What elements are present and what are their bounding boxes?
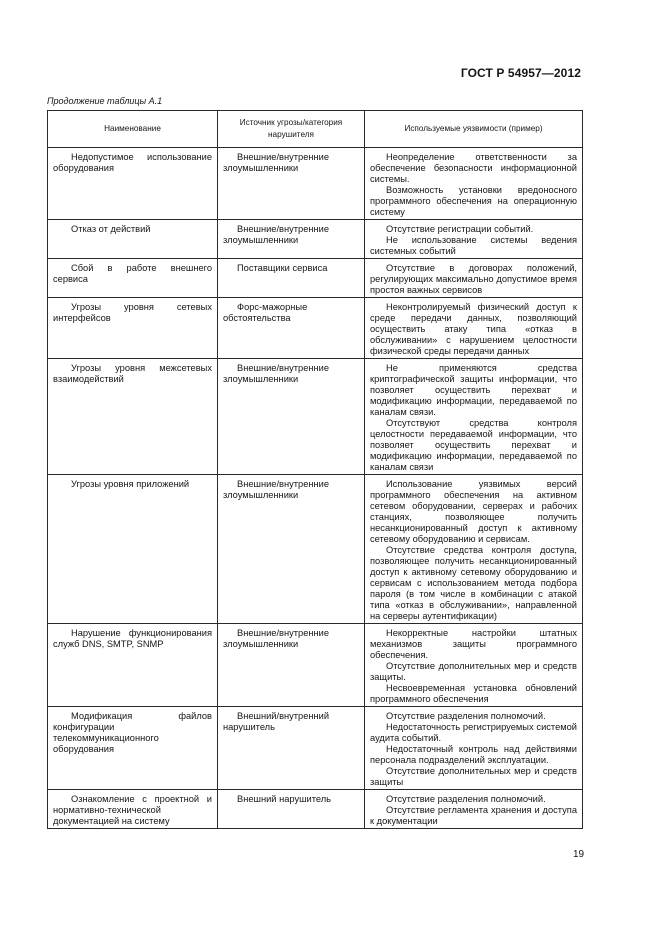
page-number: 19 <box>573 849 585 860</box>
threat-name: Угрозы уровня сетевых интерфейсов <box>53 302 212 323</box>
threat-name: Отказ от действий <box>71 224 151 234</box>
vulnerabilities-cell <box>365 790 583 829</box>
threat-source: Поставщики сервиса <box>237 263 328 273</box>
threat-name-cell <box>48 298 218 359</box>
vulnerability-item: Отсутствие разделения полномочий. <box>386 794 546 804</box>
standard-number: ГОСТ Р 54957—2012 <box>460 66 581 80</box>
threat-name: Недопустимое использование оборудования <box>53 152 212 173</box>
threat-source-cell <box>218 790 365 829</box>
column-header-vulnerabilities: Используемые уязвимости (пример) <box>365 111 583 148</box>
table-row <box>48 359 583 475</box>
vulnerabilities-cell <box>365 475 583 624</box>
threat-source-cell <box>218 148 365 220</box>
vulnerability-item: Не применяются средства криптографической защиты информации, что позволяет осуществить перехват и модификацию информации, передаваемой по каналам связи. <box>370 363 577 417</box>
threat-name-cell <box>48 707 218 790</box>
threats-table <box>47 110 583 829</box>
vulnerability-item: Возможность установки вредоносного программного обеспечения на операционную систему <box>370 185 577 217</box>
column-header-name: Наименование <box>48 111 218 148</box>
threat-source-cell <box>218 475 365 624</box>
threat-name: Сбой в работе внешнего сервиса <box>53 263 212 284</box>
vulnerability-item: Недостаточность регистрируемых системой аудита событий. <box>370 722 577 743</box>
table-row <box>48 707 583 790</box>
threat-name: Нарушение функционирования служб DNS, SMTP, SNMP <box>53 628 212 649</box>
vulnerability-item: Несвоевременная установка обновлений программного обеспечения <box>370 683 577 704</box>
threat-source-cell <box>218 220 365 259</box>
vulnerability-item: Использование уязвимых версий программного обеспечения на активном сетевом оборудовании, серверах и рабочих станциях, позволяющее получить несанкционированный доступ к активному сетевому оборудованию и сервисам. <box>370 479 577 544</box>
table-row <box>48 624 583 707</box>
threat-source-cell <box>218 624 365 707</box>
vulnerabilities-cell <box>365 359 583 475</box>
vulnerability-item: Отсутствие регистрации событий. <box>386 224 534 234</box>
threat-source-cell <box>218 259 365 298</box>
threat-source-cell <box>218 298 365 359</box>
threat-name: Модификация файлов конфигурации телекоммуникационного оборудования <box>53 711 212 754</box>
threat-name-cell <box>48 259 218 298</box>
vulnerability-item: Отсутствие дополнительных мер и средств защиты. <box>370 661 577 682</box>
threat-name: Угрозы уровня межсетевых взаимодействий <box>53 363 212 384</box>
vulnerabilities-cell <box>365 148 583 220</box>
threat-source: Внешние/внутренние злоумышленники <box>223 152 329 173</box>
threat-name: Ознакомление с проектной и нормативно-технической документацией на систему <box>53 794 212 826</box>
threat-name-cell <box>48 790 218 829</box>
vulnerability-item: Отсутствие регламента хранения и доступа к документации <box>370 805 577 826</box>
threat-name-cell <box>48 220 218 259</box>
table-row <box>48 298 583 359</box>
vulnerability-item: Отсутствие разделения полномочий. <box>386 711 546 721</box>
vulnerabilities-cell <box>365 220 583 259</box>
threat-name: Угрозы уровня приложений <box>71 479 190 489</box>
threat-source: Внешний нарушитель <box>237 794 332 804</box>
table-row <box>48 475 583 624</box>
vulnerabilities-cell <box>365 707 583 790</box>
vulnerability-item: Неконтролируемый физический доступ к среде передачи данных, позволяющий осуществить атаку типа «отказ в обслуживании» с нарушением целостности физической среды передачи данных <box>370 302 577 356</box>
vulnerability-item: Отсутствие дополнительных мер и средств защиты <box>370 766 577 787</box>
vulnerability-item: Неопределение ответственности за обеспечение безопасности информационной системы. <box>370 152 577 184</box>
threat-name-cell <box>48 624 218 707</box>
threat-name-cell <box>48 148 218 220</box>
vulnerability-item: Некорректные настройки штатных механизмов защиты программного обеспечения. <box>370 628 577 660</box>
threat-source: Внешние/внутренние злоумышленники <box>223 224 329 245</box>
table-row <box>48 148 583 220</box>
threat-name-cell <box>48 359 218 475</box>
threat-source: Внешний/внутренний нарушитель <box>223 711 330 732</box>
vulnerability-item: Отсутствие средства контроля доступа, позволяющее получить несанкционированный доступ к активному сетевому оборудованию и сервисам с использованием метода подбора пароля (в том числе в комбинации с атакой типа «отказ в обслуживании», направленной на серверы аутентификации) <box>370 545 577 621</box>
table-row <box>48 220 583 259</box>
vulnerability-item: Не использование системы ведения системных событий <box>370 235 577 256</box>
table-header-row <box>48 111 583 148</box>
threat-source-cell <box>218 707 365 790</box>
vulnerabilities-cell <box>365 624 583 707</box>
threat-source: Внешние/внутренние злоумышленники <box>223 628 329 649</box>
table-continuation-caption: Продолжение таблицы А.1 <box>47 96 163 106</box>
vulnerabilities-cell <box>365 259 583 298</box>
threat-source-cell <box>218 359 365 475</box>
threat-source: Внешние/внутренние злоумышленники <box>223 363 329 384</box>
threat-source: Форс-мажорные обстоятельства <box>223 302 308 323</box>
table-row <box>48 259 583 298</box>
vulnerability-item: Отсутствие в договорах положений, регулирующих максимально допустимое время простоя важных сервисов <box>370 263 577 295</box>
column-header-source: Источник угрозы/категория нарушителя <box>218 111 365 148</box>
threat-name-cell <box>48 475 218 624</box>
vulnerability-item: Отсутствуют средства контроля целостности передаваемой информации, что позволяет осуществить перехват и модификацию информации, передаваемой по каналам связи <box>370 418 577 472</box>
vulnerabilities-cell <box>365 298 583 359</box>
vulnerability-item: Недостаточный контроль над действиями персонала подразделений эксплуатации. <box>370 744 577 765</box>
table-row <box>48 790 583 829</box>
threat-source: Внешние/внутренние злоумышленники <box>223 479 329 500</box>
